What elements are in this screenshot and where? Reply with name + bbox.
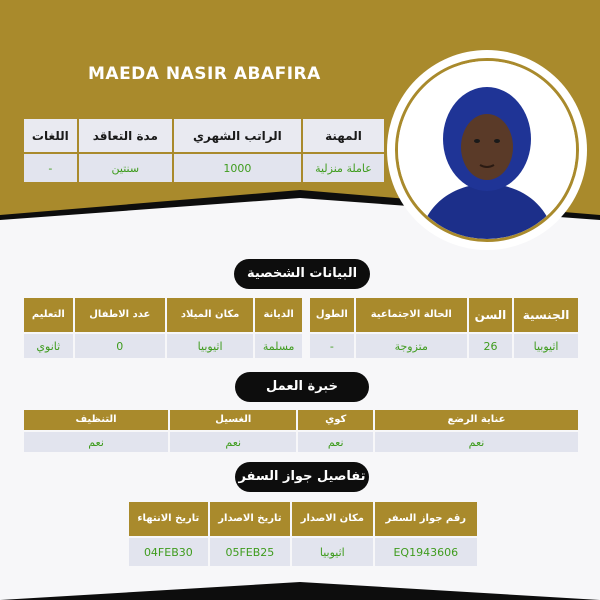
header-children: عدد الاطفال <box>75 298 165 332</box>
value-profession: عاملة منزلية <box>303 154 384 182</box>
header-profession: المهنة <box>303 119 384 152</box>
person-photo-icon <box>398 61 576 239</box>
value-nationality: اثيوبيا <box>514 334 578 358</box>
section-experience-title: خبرة العمل <box>235 372 369 402</box>
value-languages: - <box>24 154 77 182</box>
value-cleaning: نعم <box>24 432 168 452</box>
photo-frame <box>387 50 587 250</box>
header-religion: الديانة <box>255 298 302 332</box>
personal-table-right <box>308 296 580 360</box>
header-cleaning: التنظيف <box>24 410 168 430</box>
header-education: التعليم <box>24 298 73 332</box>
experience-table <box>22 408 580 454</box>
value-ironing: نعم <box>298 432 373 452</box>
passport-table <box>127 500 479 568</box>
header-nationality: الجنسية <box>514 298 578 332</box>
value-religion: مسلمة <box>255 334 302 358</box>
footer-divider <box>0 580 600 600</box>
job-table <box>22 117 386 184</box>
header-issue-place: مكان الاصدار <box>292 502 372 536</box>
header-monthly-salary: الراتب الشهري <box>174 119 301 152</box>
value-passport-number: EQ1943606 <box>375 538 477 566</box>
section-passport-title: تفاصيل جواز السفر <box>235 462 369 492</box>
header-ironing: كوي <box>298 410 373 430</box>
header-marital-status: الحالة الاجتماعية <box>356 298 467 332</box>
section-personal-title: البيانات الشخصية <box>234 259 370 289</box>
header-languages: اللغات <box>24 119 77 152</box>
header-issue-date: تاريخ الاصدار <box>210 502 290 536</box>
value-monthly-salary: 1000 <box>174 154 301 182</box>
header-expiry-date: تاريخ الانتهاء <box>129 502 208 536</box>
candidate-photo <box>395 58 579 242</box>
value-contract-duration: سنتين <box>79 154 172 182</box>
value-children: 0 <box>75 334 165 358</box>
header-age: السن <box>469 298 512 332</box>
value-issue-date: 05FEB25 <box>210 538 290 566</box>
header-laundry: الغسيل <box>170 410 296 430</box>
header-birthplace: مكان الميلاد <box>167 298 253 332</box>
header-contract-duration: مدة التعاقد <box>79 119 172 152</box>
personal-table-left <box>22 296 304 360</box>
value-age: 26 <box>469 334 512 358</box>
candidate-name: MAEDA NASIR ABAFIRA <box>88 64 321 84</box>
value-baby-care: نعم <box>375 432 578 452</box>
value-laundry: نعم <box>170 432 296 452</box>
value-issue-place: اثيوبيا <box>292 538 372 566</box>
value-marital-status: متزوجة <box>356 334 467 358</box>
value-education: ثانوي <box>24 334 73 358</box>
value-height: - <box>310 334 354 358</box>
value-birthplace: اثيوبيا <box>167 334 253 358</box>
header-passport-number: رقم جواز السفر <box>375 502 477 536</box>
header-height: الطول <box>310 298 354 332</box>
value-expiry-date: 04FEB30 <box>129 538 208 566</box>
header-baby-care: عناية الرضع <box>375 410 578 430</box>
